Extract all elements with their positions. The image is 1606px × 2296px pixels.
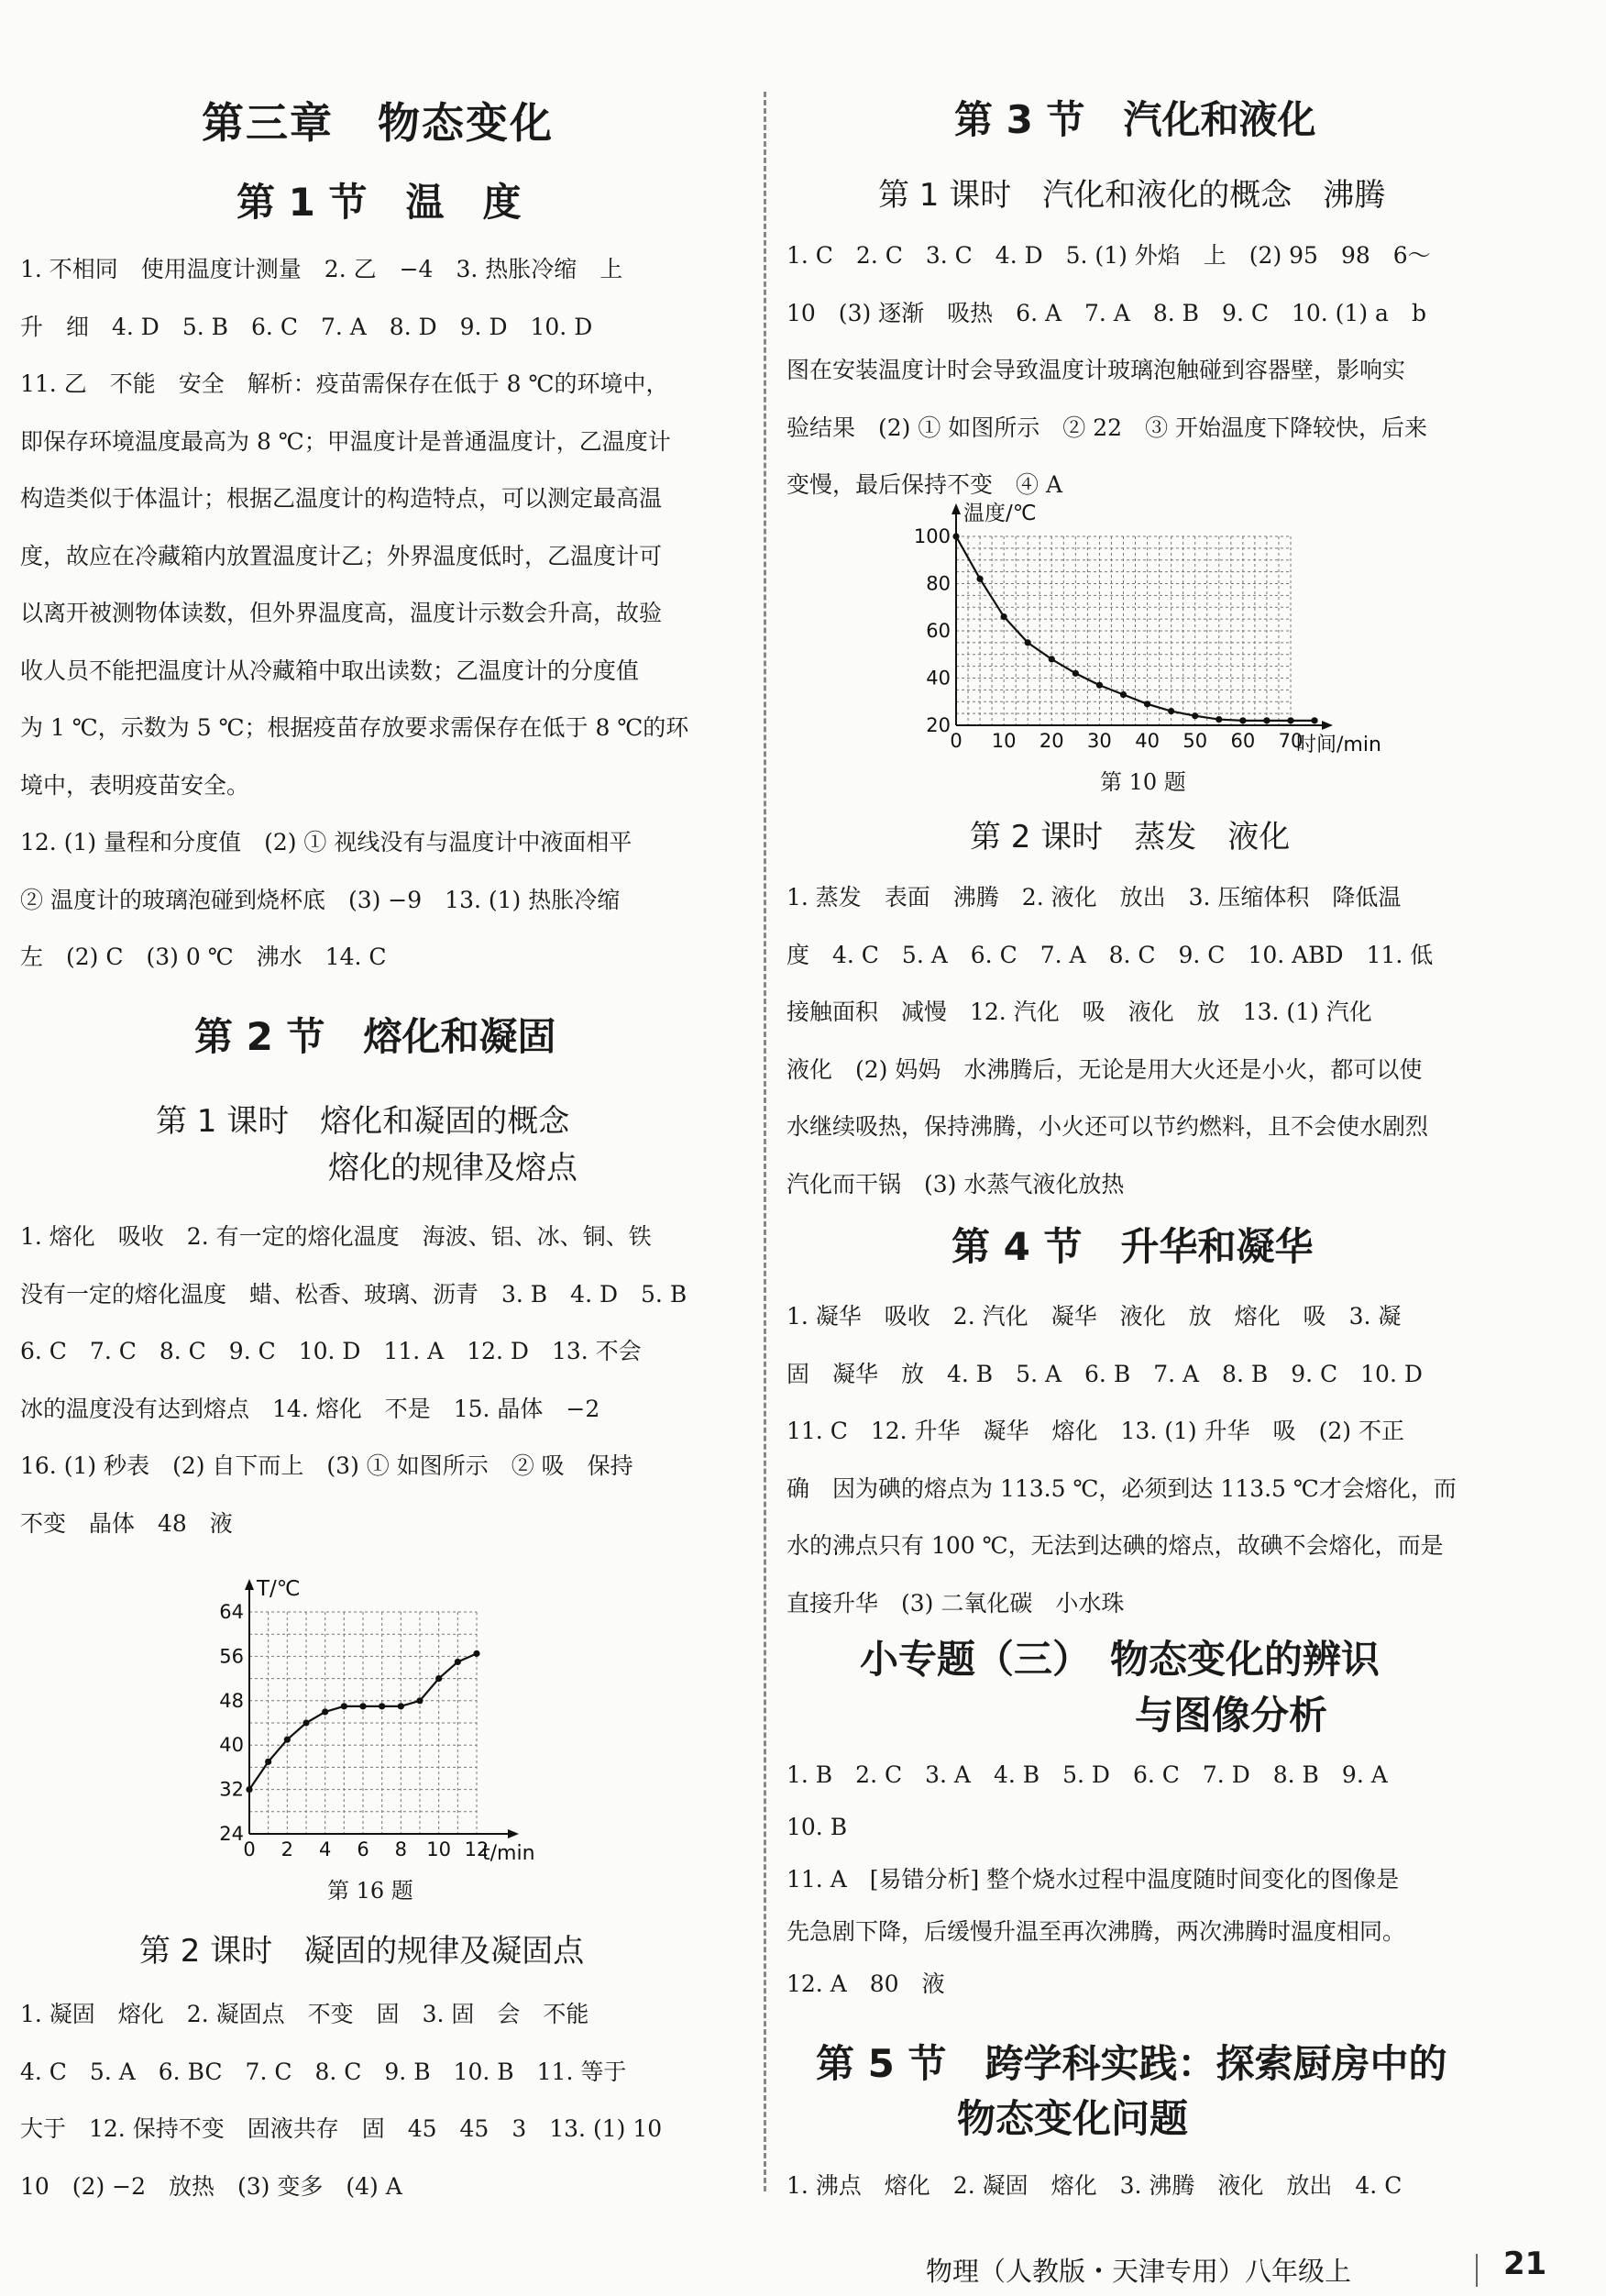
text-line: 1. 凝固 熔化 2. 凝固点 不变 固 3. 固 会 不能 xyxy=(20,2001,589,2027)
text-line: 不变 晶体 48 液 xyxy=(20,1509,233,1537)
text-line: 接触面积 减慢 12. 汽化 吸 液化 放 13. (1) 汽化 xyxy=(786,999,1372,1025)
text-line: 水的沸点只有 100 ℃，无法到达碘的熔点，故碘不会熔化，而是 xyxy=(786,1532,1444,1559)
text-line: 即保存环境温度最高为 8 ℃；甲温度计是普通温度计，乙温度计 xyxy=(20,427,671,455)
y-axis-label: 温度/℃ xyxy=(963,502,1037,525)
section-2-title: 第 2 节 熔化和凝固 xyxy=(194,1014,556,1059)
y-tick-label: 32 xyxy=(219,1778,244,1801)
data-point xyxy=(1263,717,1270,723)
x-tick-label: 6 xyxy=(357,1838,369,1860)
section-4-title: 第 4 节 升华和凝华 xyxy=(952,1224,1314,1269)
text-line: 度 4. C 5. A 6. C 7. A 8. C 9. C 10. ABD 11. 低 xyxy=(786,941,1434,968)
x-tick-label: 2 xyxy=(280,1838,294,1860)
text-line: 境中，表明疫苗安全。 xyxy=(20,771,250,799)
x-tick-label: 8 xyxy=(394,1838,408,1860)
text-line: 图在安装温度计时会导致温度计玻璃泡触碰到容器壁，影响实 xyxy=(786,357,1406,383)
text-line: 10 (2) −2 放热 (3) 变多 (4) A xyxy=(20,2172,402,2200)
data-point xyxy=(359,1703,366,1709)
column-divider xyxy=(764,92,766,2191)
y-tick-label: 40 xyxy=(219,1734,244,1757)
text-line: 6. C 7. C 8. C 9. C 10. D 11. A 12. D 13. 不会 xyxy=(20,1338,642,1364)
text-line: 1. 不相同 使用温度计测量 2. 乙 −4 3. 热胀冷缩 上 xyxy=(20,256,623,282)
text-line: 升 细 4. D 5. B 6. C 7. A 8. D 9. D 10. D xyxy=(20,313,593,340)
text-line: 10 (3) 逐渐 吸热 6. A 7. A 8. B 9. C 10. (1) a b xyxy=(786,299,1426,326)
data-point xyxy=(1168,708,1174,714)
lesson-2-title: 第 2 课时 凝固的规律及凝固点 xyxy=(139,1933,585,1970)
x-tick-label: 30 xyxy=(1087,730,1112,752)
x-tick-label: 50 xyxy=(1182,730,1208,752)
y-tick-label: 48 xyxy=(219,1689,244,1712)
data-point xyxy=(341,1703,347,1709)
section-5-title: 第 5 节 跨学科实践：探索厨房中的 xyxy=(816,2041,1447,2086)
x-tick-label: 12 xyxy=(464,1838,490,1860)
data-point xyxy=(1072,670,1079,677)
chart-10-caption: 第 10 题 xyxy=(1100,769,1186,795)
x-tick-label: 40 xyxy=(1135,730,1160,752)
text-line: 水继续吸热，保持沸腾，小火还可以节约燃料，且不会使水剧烈 xyxy=(786,1113,1429,1140)
x-axis-arrow xyxy=(1322,721,1333,730)
data-point xyxy=(1287,717,1293,723)
text-line: 11. C 12. 升华 凝华 熔化 13. (1) 升华 吸 (2) 不正 xyxy=(786,1418,1404,1444)
data-point xyxy=(1216,716,1222,723)
y-tick-label: 80 xyxy=(926,572,951,595)
text-line: 1. C 2. C 3. C 4. D 5. (1) 外焰 上 (2) 95 98 6～ xyxy=(786,242,1431,269)
text-line: 为 1 ℃，示数为 5 ℃；根据疫苗存放要求需保存在低于 8 ℃的环 xyxy=(20,714,689,741)
y-tick-label: 64 xyxy=(219,1601,244,1623)
data-point xyxy=(1311,717,1317,723)
section-4-answers xyxy=(786,1288,1515,1632)
text-line: 1. 熔化 吸收 2. 有一定的熔化温度 海波、铝、冰、铜、铁 xyxy=(20,1223,652,1250)
text-line: 12. A 80 液 xyxy=(786,1970,945,1997)
text-line: 确 因为碘的熔点为 113.5 ℃，必须到达 113.5 ℃才会熔化，而 xyxy=(786,1474,1457,1502)
data-point xyxy=(398,1703,404,1709)
section-3-title: 第 3 节 汽化和液化 xyxy=(954,97,1316,142)
sec3-lesson-2-title: 第 2 课时 蒸发 液化 xyxy=(970,819,1291,855)
x-tick-label: 60 xyxy=(1230,730,1256,752)
data-point xyxy=(455,1659,461,1665)
text-line: 液化 (2) 妈妈 水沸腾后，无论是用大火还是小火，都可以使 xyxy=(786,1055,1423,1083)
data-point xyxy=(1239,717,1246,723)
text-line: 变慢，最后保持不变 ④ A xyxy=(786,471,1063,498)
section-5-title-line2: 物态变化问题 xyxy=(957,2096,1189,2141)
data-point xyxy=(1096,682,1103,689)
text-line: 12. (1) 量程和分度值 (2) ① 视线没有与温度计中液面相平 xyxy=(20,829,632,855)
data-point xyxy=(284,1737,291,1743)
text-line: 汽化而干锅 (3) 水蒸气液化放热 xyxy=(786,1170,1125,1198)
page-number: 21 xyxy=(1503,2246,1547,2282)
x-tick-label: 70 xyxy=(1278,730,1304,752)
x-tick-label: 10 xyxy=(426,1838,452,1860)
text-line: 收人员不能把温度计从冷藏箱中取出读数；乙温度计的分度值 xyxy=(20,657,640,684)
data-point xyxy=(1049,656,1055,662)
section-2-lesson-2-answers xyxy=(20,1986,744,2215)
y-tick-label: 40 xyxy=(926,667,951,690)
data-point xyxy=(265,1759,271,1765)
chart-16-caption: 第 16 题 xyxy=(327,1878,413,1904)
data-point xyxy=(952,533,959,539)
text-line: 11. 乙 不能 安全 解析：疫苗需保存在低于 8 ℃的环境中， xyxy=(20,370,669,397)
x-axis-arrow xyxy=(508,1829,519,1838)
text-line: 16. (1) 秒表 (2) 自下而上 (3) ① 如图所示 ② 吸 保持 xyxy=(20,1452,633,1479)
x-axis-label: 时间/min xyxy=(1296,734,1381,756)
y-tick-label: 56 xyxy=(219,1645,244,1668)
text-line: 冰的温度没有达到熔点 14. 熔化 不是 15. 晶体 −2 xyxy=(20,1395,600,1422)
data-point xyxy=(1192,712,1198,719)
text-line: 1. 蒸发 表面 沸腾 2. 液化 放出 3. 压缩体积 降低温 xyxy=(786,884,1402,911)
text-line: 4. C 5. A 6. BC 7. C 8. C 9. B 10. B 11. 等于 xyxy=(20,2058,627,2085)
y-axis-label: T/℃ xyxy=(257,1577,301,1601)
lesson-1-title: 第 1 课时 熔化和凝固的概念 xyxy=(156,1103,570,1140)
section-1-answers xyxy=(20,241,744,987)
y-tick-label: 60 xyxy=(926,620,951,642)
data-point xyxy=(1120,691,1127,698)
x-axis-label: t/min xyxy=(482,1842,535,1865)
y-tick-label: 20 xyxy=(926,714,951,736)
chart-question-10 xyxy=(906,500,1381,766)
text-line: 先急剧下降，后缓慢升温至再次沸腾，两次沸腾时温度相同。 xyxy=(786,1918,1406,1945)
text-line: 11. A [易错分析] 整个烧水过程中温度随时间变化的图像是 xyxy=(786,1866,1400,1893)
y-axis-arrow xyxy=(245,1579,254,1590)
section-3-lesson-1-answers xyxy=(786,227,1515,514)
y-tick-label: 100 xyxy=(913,525,951,547)
text-line: 大于 12. 保持不变 固液共存 固 45 45 3 13. (1) 10 xyxy=(20,2115,663,2142)
text-line: 1. 沸点 熔化 2. 凝固 熔化 3. 沸腾 液化 放出 4. C xyxy=(786,2172,1402,2199)
data-point xyxy=(976,576,983,582)
data-point xyxy=(322,1708,328,1715)
section-3-lesson-2-answers xyxy=(786,869,1515,1213)
text-line: 固 凝华 放 4. B 5. A 6. B 7. A 8. B 9. C 10. D xyxy=(786,1360,1423,1387)
data-point xyxy=(246,1786,252,1793)
footer-book-title: 物理（人教版・天津专用）八年级上 xyxy=(926,2256,1352,2287)
text-line: 以离开被测物体读数，但外界温度高，温度计示数会升高，故验 xyxy=(20,600,663,626)
x-tick-label: 4 xyxy=(318,1838,332,1860)
topic-3-title: 小专题（三） 物态变化的辨识 xyxy=(860,1637,1380,1682)
data-point xyxy=(473,1650,479,1657)
data-point xyxy=(379,1703,385,1709)
section-5-answers xyxy=(786,2158,1515,2215)
topic-3-title-line2: 与图像分析 xyxy=(1135,1693,1328,1738)
data-point xyxy=(1025,639,1031,646)
text-line: 1. B 2. C 3. A 4. B 5. D 6. C 7. D 8. B 9. A xyxy=(786,1761,1388,1788)
text-line: 构造类似于体温计；根据乙温度计的构造特点，可以测定最高温 xyxy=(20,485,663,512)
lesson-1-title-line2: 熔化的规律及熔点 xyxy=(328,1150,578,1187)
x-tick-label: 10 xyxy=(991,730,1017,752)
section-2-lesson-1-answers xyxy=(20,1209,744,1552)
data-point xyxy=(416,1697,423,1704)
sec3-lesson-1-title: 第 1 课时 汽化和液化的概念 沸腾 xyxy=(878,177,1386,214)
chart-question-16 xyxy=(185,1559,588,1871)
text-line: 10. B xyxy=(786,1814,848,1840)
text-line: 1. 凝华 吸收 2. 汽化 凝华 液化 放 熔化 吸 3. 凝 xyxy=(786,1303,1402,1330)
text-line: 直接升华 (3) 二氧化碳 小水珠 xyxy=(786,1589,1125,1617)
data-point xyxy=(302,1719,309,1726)
text-line: ② 温度计的玻璃泡碰到烧杯底 (3) −9 13. (1) 热胀冷缩 xyxy=(20,886,621,913)
data-point xyxy=(1001,613,1007,620)
data-point xyxy=(435,1675,442,1682)
text-line: 度，故应在冷藏箱内放置温度计乙；外界温度低时，乙温度计可 xyxy=(20,542,663,569)
footer-separator xyxy=(1476,2254,1478,2287)
y-axis-arrow xyxy=(952,503,961,514)
x-tick-label: 0 xyxy=(950,730,962,752)
text-line: 左 (2) C (3) 0 ℃ 沸水 14. C xyxy=(20,944,387,970)
chapter-title: 第三章 物态变化 xyxy=(202,98,554,148)
x-tick-label: 20 xyxy=(1039,730,1064,752)
topic-3-answers xyxy=(786,1749,1515,2010)
x-tick-label: 0 xyxy=(243,1838,256,1860)
text-line: 没有一定的熔化温度 蜡、松香、玻璃、沥青 3. B 4. D 5. B xyxy=(20,1280,688,1308)
text-line: 验结果 (2) ① 如图所示 ② 22 ③ 开始温度下降较快，后来 xyxy=(786,414,1428,441)
section-1-title: 第 1 节 温 度 xyxy=(236,180,522,225)
data-point xyxy=(1144,701,1150,707)
y-tick-label: 24 xyxy=(219,1823,244,1845)
